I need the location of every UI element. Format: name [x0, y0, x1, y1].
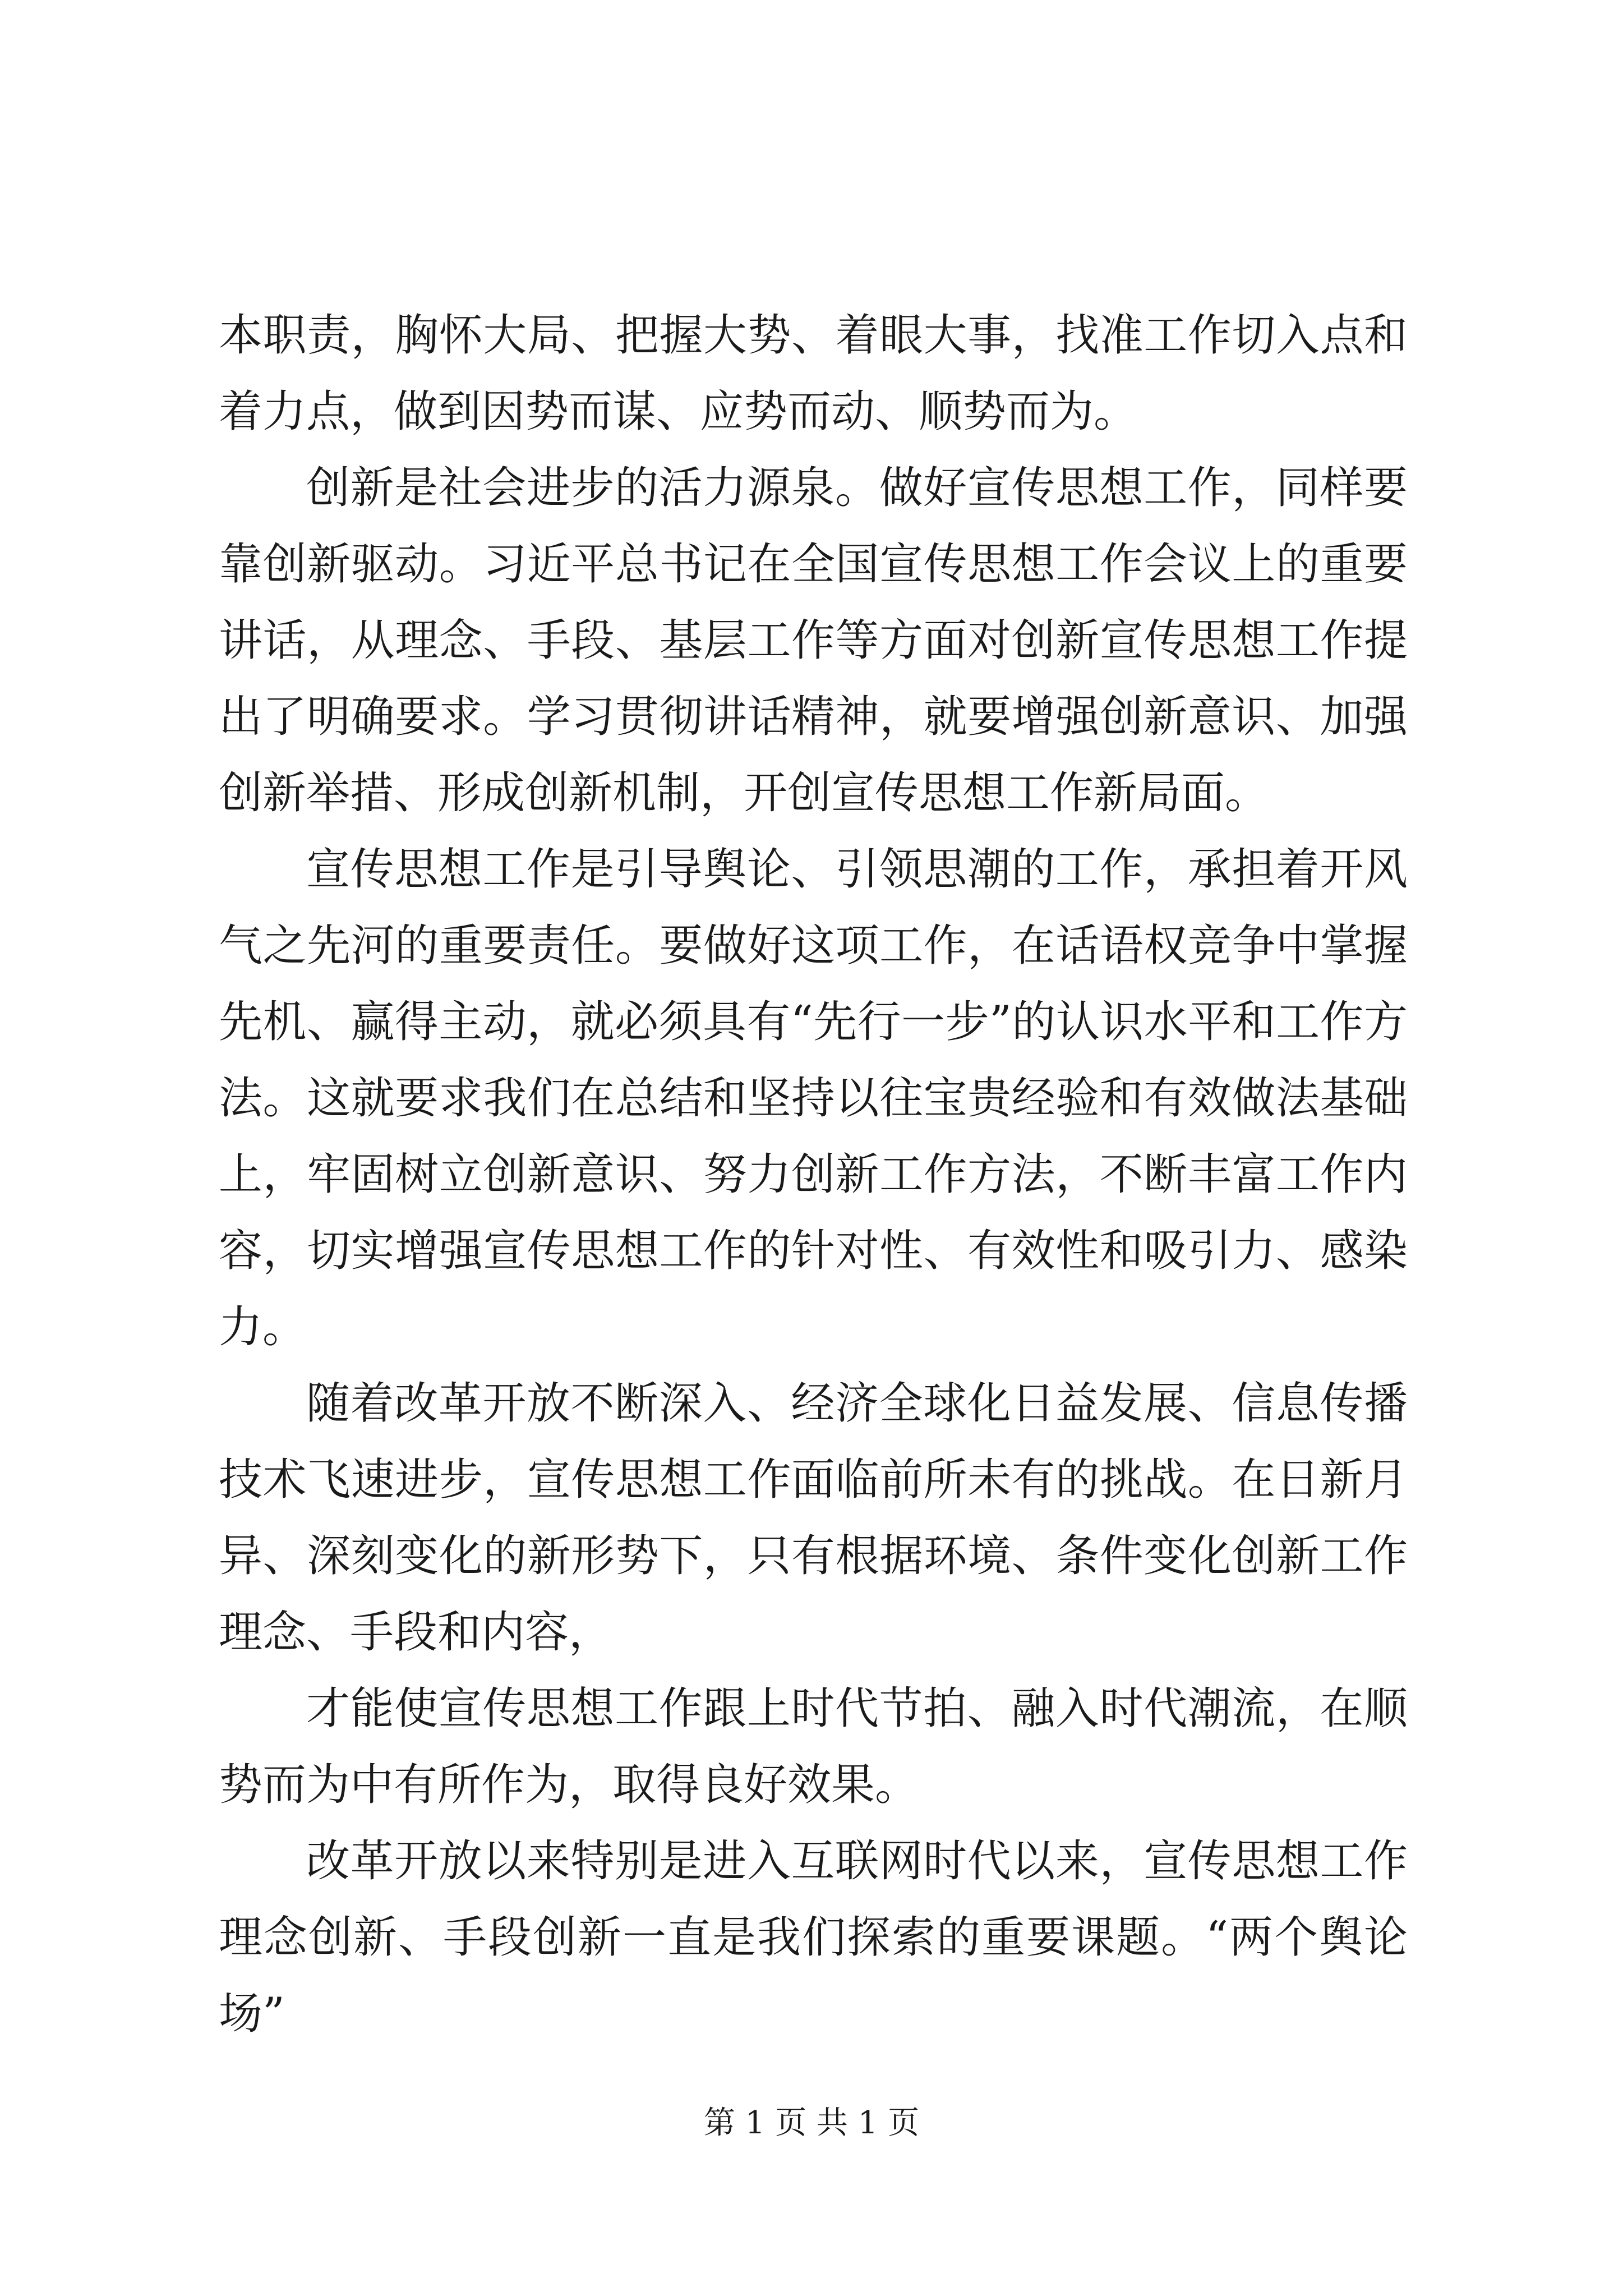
paragraph: 宣传思想工作是引导舆论、引领思潮的工作，承担着开风气之先河的重要责任。要做好这项工作，在话语权竞争中掌握先机、赢得主动，就必须具有“先行一步”的认识水平和工作方法。这就要求我们在总结和坚持以往宝贵经验和有效做法基础上，牢固树立创新意识、努力创新工作方法，不断丰富工作内容，切实增强宣传思想工作的针对性、有效性和吸引力、感染力。 [219, 844, 1408, 1352]
paragraph: 才能使宣传思想工作跟上时代节拍、融入时代潮流，在顺势而为中有所作为，取得良好效果。 [219, 1683, 1408, 1810]
document-body [219, 297, 1408, 2052]
page-footer: 第 1 页 共 1 页 [703, 2105, 920, 2141]
paragraph: 随着改革开放不断深入、经济全球化日益发展、信息传播技术飞速进步，宣传思想工作面临前所未有的挑战。在日新月异、深刻变化的新形势下，只有根据环境、条件变化创新工作理念、手段和内容， [219, 1378, 1408, 1658]
paragraph: 本职责，胸怀大局、把握大势、着眼大事，找准工作切入点和着力点，做到因势而谋、应势而动、顺势而为。 [219, 310, 1408, 437]
paragraph: 创新是社会进步的活力源泉。做好宣传思想工作，同样要靠创新驱动。习近平总书记在全国宣传思想工作会议上的重要讲话，从理念、手段、基层工作等方面对创新宣传思想工作提出了明确要求。学习贯彻讲话精神，就要增强创新意识、加强创新举措、形成创新机制，开创宣传思想工作新局面。 [219, 463, 1408, 818]
paragraph: 改革开放以来特别是进入互联网时代以来，宣传思想工作理念创新、手段创新一直是我们探索的重要课题。“两个舆论场” [219, 1836, 1408, 2039]
